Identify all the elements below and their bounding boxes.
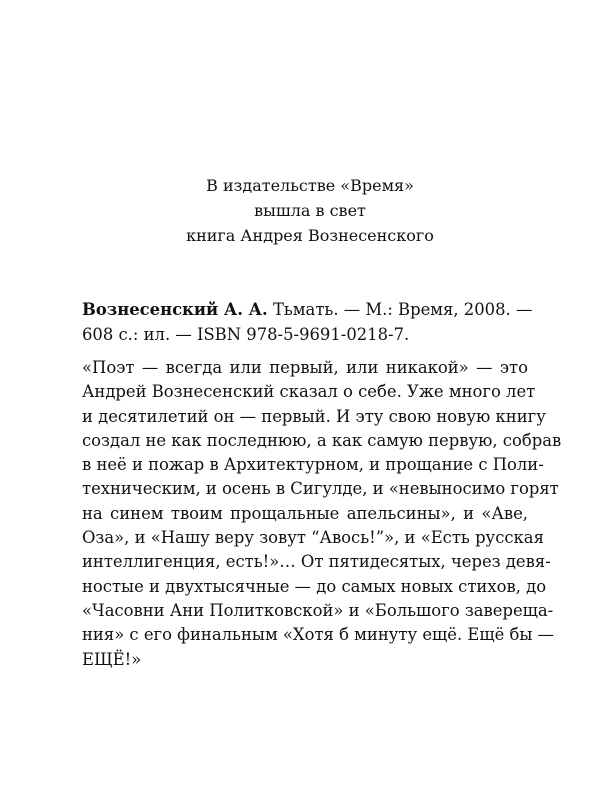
description-line: «Часовни Ани Политковской» и «Большого завереща- [82, 600, 554, 620]
book-description [82, 356, 562, 672]
announcement-line-3: книга Андрея Вознесенского [186, 226, 434, 245]
description-line: «Поэт — всегда или первый, или никакой» — это [82, 358, 528, 377]
description-line: и десятилетий он — первый. И эту свою новую книгу [82, 406, 546, 426]
description-line: ния» с его финальным «Хотя б минуту ещё. Ещё бы — [82, 625, 555, 645]
description-line: ностые и двухтысячные — до самых новых стихов, до [82, 576, 547, 596]
announcement-line-2: вышла в свет [254, 201, 366, 220]
publisher-announcement [0, 173, 610, 248]
description-line: Андрей Вознесенский сказал о себе. Уже много лет [82, 382, 536, 402]
description-line: интеллигенция, есть!»… От пятидесятых, через девя- [82, 552, 551, 572]
description-line: в неё и пожар в Архитектурном, и прощание с Поли- [82, 455, 544, 475]
description-line: создал не как последнюю, а как самую первую, собрав [82, 430, 562, 450]
bibliographic-details: Тьмать. — М.: Время, 2008. — [267, 300, 533, 319]
description-line: на синем твоим прощальные апельсины», и «Аве, [82, 503, 528, 523]
description-line: Оза», и «Нашу веру зовут “Авось!”», и «Есть русская [82, 528, 544, 548]
bibliographic-isbn-line: 608 с.: ил. — ISBN 978-5-9691-0218-7. [82, 324, 410, 344]
description-line: техническим, и осень в Сигулде, и «невыносимо горят [82, 479, 559, 499]
bibliographic-record [82, 298, 533, 347]
description-line: ЕЩЁ!» [82, 649, 142, 669]
announcement-line-1: В издательстве «Время» [206, 176, 414, 195]
book-author: Вознесенский А. А. [82, 300, 268, 319]
